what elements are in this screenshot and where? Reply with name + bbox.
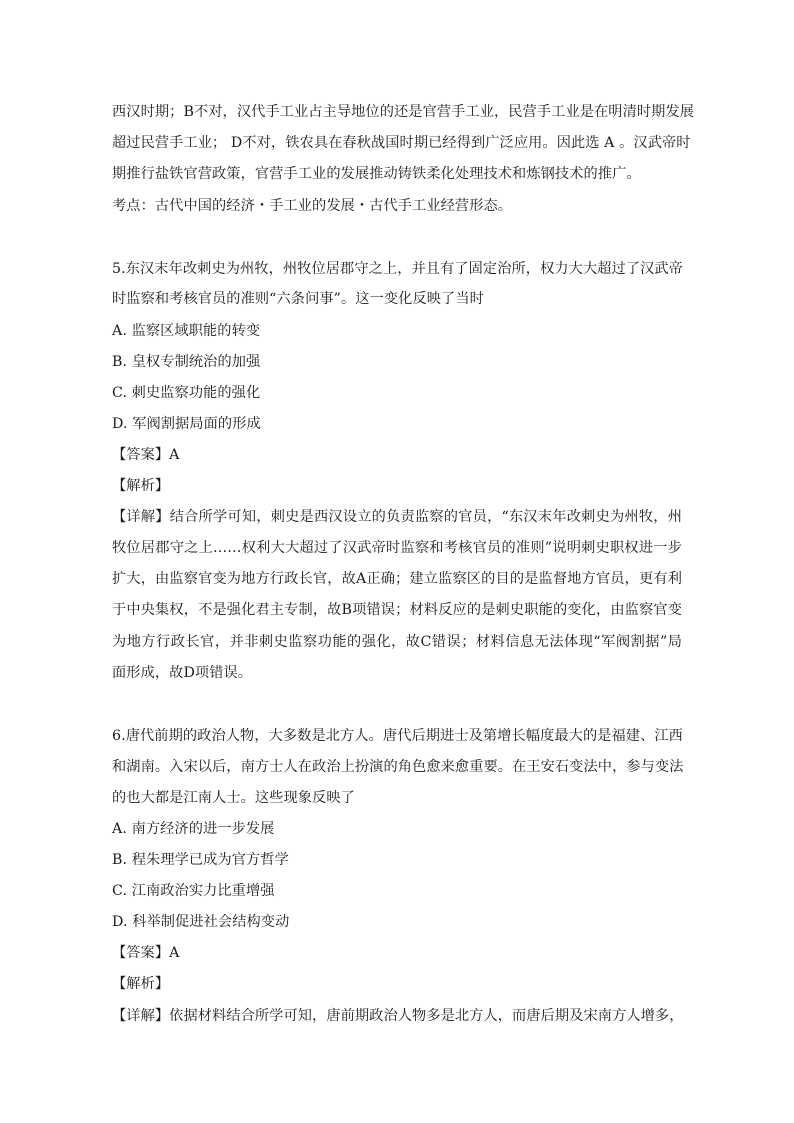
q5-option-d: D. 军阀割据局面的形成: [112, 416, 261, 432]
q5-detail-line-6: 面形成，故D项错误。: [112, 665, 253, 681]
q6-option-a: A. 南方经济的进一步发展: [112, 821, 275, 837]
q5-detail-line-5: 为地方行政长官，并非刺史监察功能的强化，故C错误；材料信息无法体现“军阀割据”局: [112, 634, 682, 650]
prev-explanation-line-1: 西汉时期；B不对，汉代手工业占主导地位的还是官营手工业，民营手工业是在明清时期发展: [112, 104, 695, 120]
q5-detail-line-1: 【详解】结合所学可知，刺史是西汉设立的负责监察的官员，“东汉末年改刺史为州牧，州: [112, 509, 682, 525]
q5-detail-line-2: 牧位居郡守之上……权利大大超过了汉武帝时监察和考核官员的准则”说明刺史职权进一步: [112, 540, 682, 556]
q6-option-b: B. 程朱理学已成为官方哲学: [112, 852, 289, 868]
q5-stem-line-1: 5.东汉末年改刺史为州牧，州牧位居郡守之上，并且有了固定治所，权力大大超过了汉武帝: [112, 261, 683, 277]
q6-stem-line-2: 和湖南。入宋以后，南方士人在政治上扮演的角色愈来愈重要。在王安石变法中，参与变法: [112, 759, 684, 775]
q5-analysis-label: 【解析】: [112, 478, 170, 494]
q5-answer: 【答案】A: [112, 447, 180, 463]
q5-stem-line-2: 时监察和考核官员的准则“六条问事”。这一变化反映了当时: [112, 291, 484, 307]
q6-answer: 【答案】A: [112, 945, 180, 961]
q5-detail-line-4: 于中央集权，不是强化君主专制，故B项错误；材料反应的是刺史职能的变化，由监察官变: [112, 602, 682, 618]
q6-detail-line-1: 【详解】依据材料结合所学可知，唐前期政治人物多是北方人，而唐后期及宋南方人增多，: [112, 1008, 684, 1024]
q6-stem-line-1: 6.唐代前期的政治人物，大多数是北方人。唐代后期进士及第增长幅度最大的是福建、江西: [112, 728, 683, 744]
q5-option-c: C. 刺史监察功能的强化: [112, 385, 261, 401]
q6-stem-line-3: 的也大都是江南人士。这些现象反映了: [112, 790, 355, 806]
prev-explanation-line-3: 期推行盐铁官营政策，官营手工业的发展推动铸铁柔化处理技术和炼钢技术的推广。: [112, 166, 641, 182]
q5-detail-line-3: 扩大，由监察官变为地方行政长官，故A正确；建立监察区的目的是监督地方官员，更有利: [112, 571, 682, 587]
prev-explanation-line-2: 超过民营手工业； D不对，铁农具在春秋战国时期已经得到广泛应用。因此选 A 。汉武帝时: [112, 135, 691, 151]
q6-option-d: D. 科举制促进社会结构变动: [112, 914, 290, 930]
q5-option-b: B. 皇权专制统治的加强: [112, 354, 261, 370]
kaodian-line: 考点：古代中国的经济・手工业的发展・古代手工业经营形态。: [112, 198, 513, 214]
q6-option-c: C. 江南政治实力比重增强: [112, 883, 275, 899]
q5-option-a: A. 监察区域职能的转变: [112, 323, 261, 339]
q6-analysis-label: 【解析】: [112, 976, 170, 992]
